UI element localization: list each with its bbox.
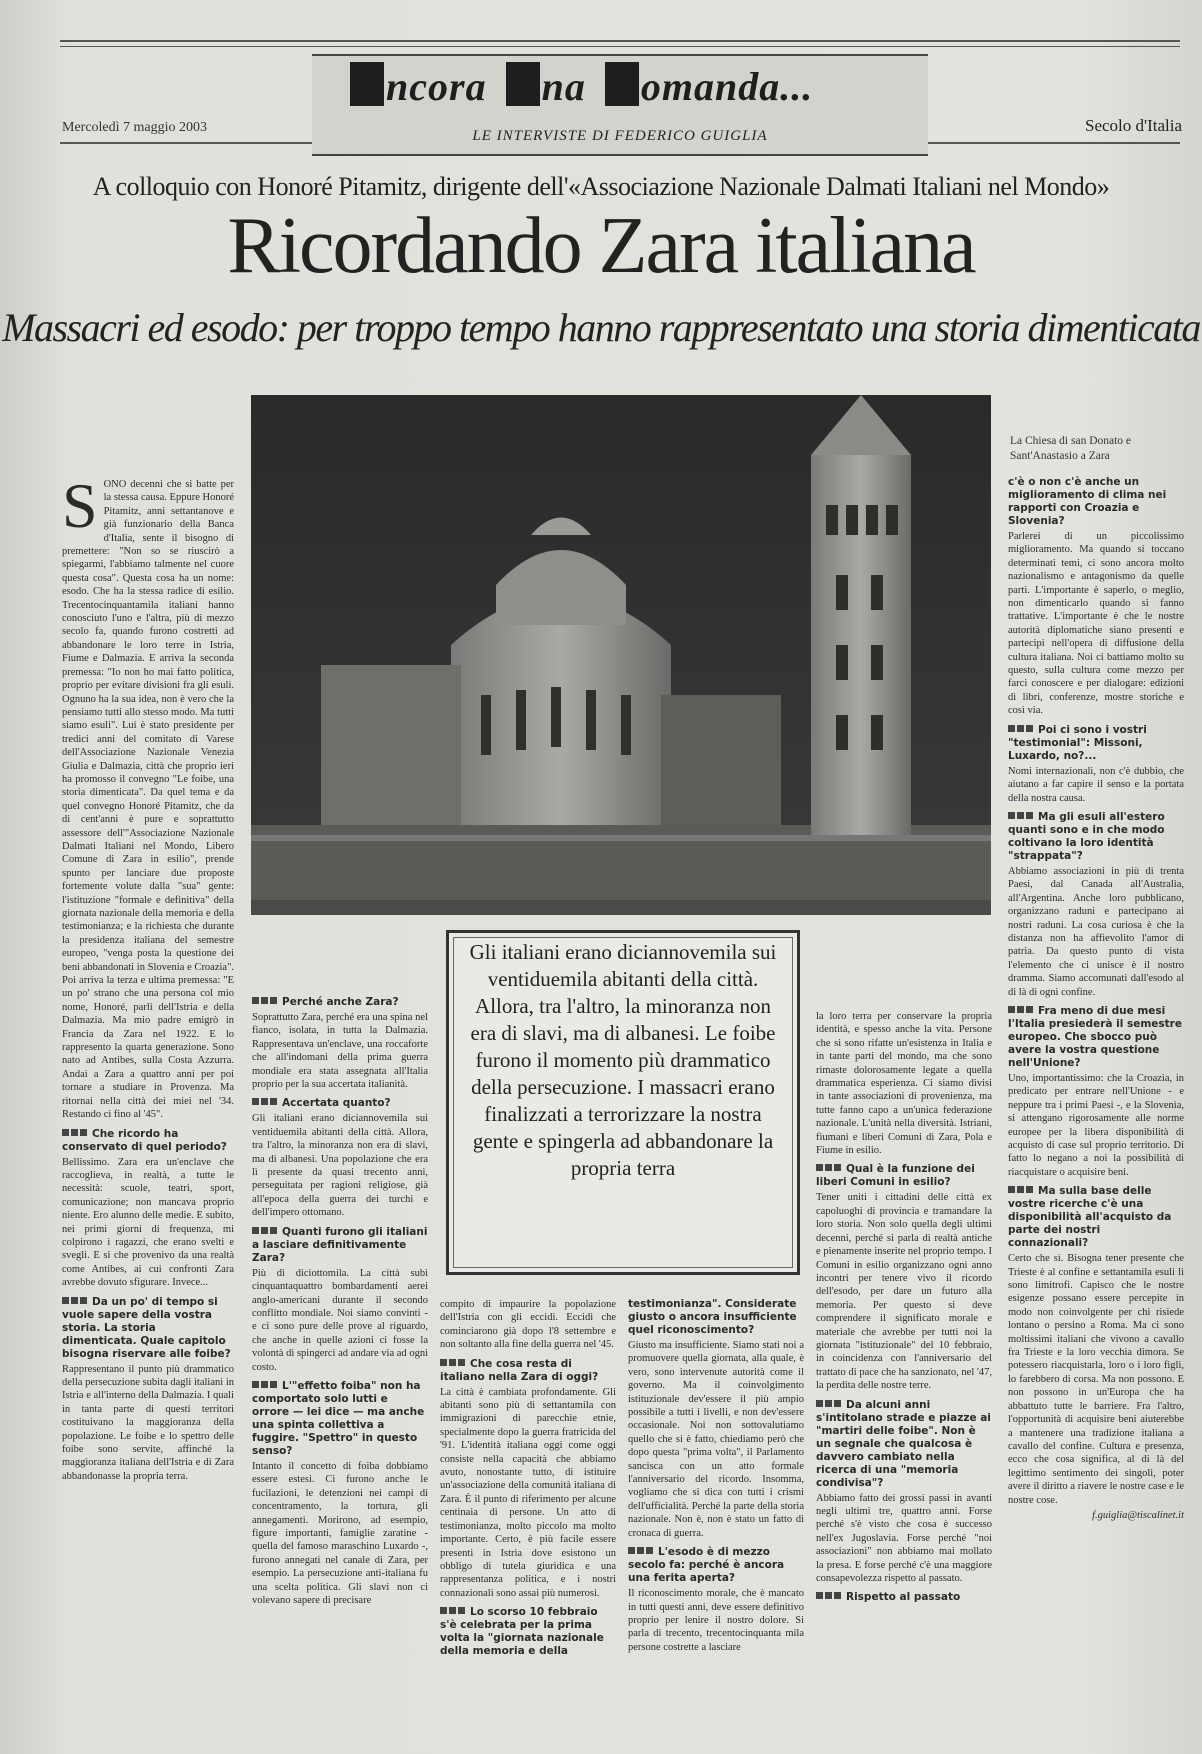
answer-2: Gli italiani erano diciannovemila sui ventiduemila abitanti della città. Allora, tra l'altro, la minoranza non era di slavi, ma di albanesi. Una popolazione che era lì presente da quasi trecento anni, perseguitata per ragioni religiose, già all'epoca della guerra dei turchi e dell'impero ottomano.	[252, 1113, 428, 1219]
question-2	[1008, 724, 1184, 763]
answer-continued: compito di impaurire la popolazione dell'Istria con gli eccidi. Eccidi che cominciarono già dopo l'8 settembre e non soltanto alla fine della guerra nel '45.	[440, 1299, 616, 1351]
question-5	[1008, 1185, 1184, 1250]
answer-1: Parlerei di un piccolissimo miglioramento. Ma quando si toccano determinati temi, ci sono ancora molto nazionalismo e antagonismo da quelle parti. L'importante è saperlo, o meglio, non dimenticarlo quando si fanno trattative. L'importante è che le nostre autorità diplomatiche siano presenti e partecipi nell'opera di diffusione della cultura italiana. Noi ci battiamo molto su questo, sulla cultura come mezzo per farci conoscere e per dialogare: edizioni di libri, conferenze, mostre storiche e così via.	[1008, 531, 1184, 717]
question-text: Che ricordo ha conservato di quel periodo?	[62, 1127, 227, 1153]
interviewer-byline: LE INTERVISTE DI FEDERICO GUIGLIA	[472, 128, 768, 144]
article-deck: Massacri ed esodo: per troppo tempo hanno rappresentato una storia dimenticata	[2, 305, 1200, 350]
answer-2: Nomi internazionali, non c'è dubbio, che aiutano a far capire il senso e la portata della nostra causa.	[1008, 765, 1184, 804]
answer-2: Rappresentano il punto più drammatico della persecuzione subita dagli italiani in Istria e all'interno della Dalmazia. I quali in tanta parte di questi territori costituivano la maggioranza della popolazione. Le foibe e lo spettro delle foibe sono servite, affinché la maggioranza italiana dell'Istria e di Zara abbandonasse la propria terra.	[62, 1363, 234, 1482]
answer-5: Certo che sì. Bisogna tener presente che Trieste è al confine e settantamila esuli lì sono limitrofi. Capisco che le nostre esigenze possano essere percepite in modo non coinvolgente per chi risiede lontano o persino a Roma. Ma ci sono moltissimi italiani che vivono a cavallo fra Trieste e la loro vecchia dimora. Se potessero riacquistarla, loro o i loro figli, lo farebbero di corsa. Ma non possono. E non possono in un'Europa che ha abbattuto tutte le barriere. Fra l'altro, l'opportunità di acquisire beni aiuterebbe a mantenere una tradizione italiana a cavallo del confine. Cultura e presenza, ecco che cosa significa, al di là del legittimo sentimento dei singoli, poter avere il diritto a riavere le nostre case e le nostre cose.	[1008, 1253, 1184, 1506]
question-marker-icon	[628, 1547, 654, 1554]
letter-a-block	[350, 62, 384, 106]
question-1	[440, 1358, 616, 1384]
question-marker-icon	[1008, 1006, 1034, 1013]
question-text: Accertata quanto?	[282, 1097, 391, 1110]
series-title	[350, 62, 813, 110]
question-text: L'esodo è di mezzo secolo fa: perché è ancora una ferita aperta?	[628, 1546, 785, 1585]
question-text: c'è o non c'è anche un miglioramento di clima nei rapporti con Croazia e Slovenia?	[1008, 476, 1167, 527]
question-text: L'"effetto foiba" non ha comportato solo lutti e orrore — lei dice — ma anche una spinta collettiva a fuggire. "Spettro" in questo senso?	[252, 1379, 425, 1457]
question-text: Da un po' di tempo si vuole sapere della vostra storia. La storia dimenticata. Quale capitolo bisogna riservare alle foibe?	[62, 1295, 231, 1360]
question-text: Fra meno di due mesi l'Italia presiederà il semestre europeo. Che sbocco può avere la vostra questione nell'Unione?	[1008, 1004, 1182, 1069]
question-marker-icon	[62, 1129, 88, 1136]
article-kicker: A colloquio con Honoré Pitamitz, dirigente dell'«Associazione Nazionale Dalmati Italiani nel Mondo»	[92, 172, 1110, 201]
answer-1: La città è cambiata profondamente. Gli abitanti sono più di settantamila con immigrazioni di parecchie etnie, specialmente dopo la guerra fratricida del '91. L'identità italiana oggi come oggi consiste nella capacità che abbiamo avuto, nonostante tutto, di istituire un'associazione della comunità italiana di Zara. È il punto di riferimento per alcune centinaia di persone. Un atto di testimonianza, molto piccolo ma molto importante. Certo, è più facile essere presenti in Istria dove esistono un obbligo di tutela giuridica e una rappresentanza politica, e i nostri connazionali sono assai più numerosi.	[440, 1386, 616, 1599]
author-email: f.guiglia@tiscalinet.it	[1092, 1509, 1184, 1521]
column-2	[252, 990, 428, 1754]
question-text: testimonianza". Considerate giusto o ancora insufficiente quel riconoscimento?	[628, 1298, 797, 1336]
question-3	[1008, 811, 1184, 863]
question-text: Lo scorso 10 febbraio s'è celebrata per la prima volta la "giornata nazionale della memoria e della	[440, 1606, 604, 1658]
question-2	[628, 1546, 804, 1585]
answer-1: Soprattutto Zara, perché era una spina nel fianco, isolata, in tutta la Dalmazia. Rappresentava un'enclave, una roccaforte che all'indomani della prima guerra mondiale era stata assegnata all'Italia proprio per la sua accertata italianità.	[252, 1012, 428, 1091]
letter-u-block	[506, 62, 540, 106]
question-3	[252, 1226, 428, 1265]
question-text: Perché anche Zara?	[282, 996, 399, 1008]
answer-4: Uno, importantissimo: che la Croazia, in predicato per entrare nell'Unione - e neppure tra i primi Paesi -, e la Slovenia, si attengano rigorosamente alle norme europee per la libera disponibilità di acquisto di case sul proprio territorio. Di fatto lo negano a noi la possibilità di riacquistare o acquisire beni.	[1008, 1072, 1184, 1178]
column-3	[440, 1298, 616, 1754]
newspaper-name: Secolo d'Italia	[1084, 116, 1182, 135]
top-rule-thin	[60, 46, 1180, 47]
answer-4: Intanto il concetto di foiba dobbiamo essere estesi. Ci furono anche le fucilazioni, le detenzioni nei campi di concentramento, la tortura, gli annegamenti. Morirono, ad esempio, figure importanti, famiglie zaratine - quella del famoso maraschino Luxardo -, furono annegati nel canale di Zara, per esempio. La persecuzione anti-italiana fu una scelta politica. Gli slavi non ci volevano sapere di precisare	[252, 1460, 428, 1606]
answer-3: Abbiamo associazioni in più di trenta Paesi, dal Canada all'Australia, all'Argentina. Anche loro pubblicano, organizzano raduni e partecipano ai nostri raduni. La cosa curiosa è che la distanza non ha affievolito l'amor di patria. Da questo punto di vista l'elemento che ci unisce è il nostro dramma. Siamo accomunati dall'esodo al di là di ogni confine.	[1008, 865, 1184, 998]
answer-2: Abbiamo fatto dei grossi passi in avanti negli ultimi tre, quattro anni. Forse perché s'è visto che cosa è successo nell'ex Jugoslavia. Forse perché "noi associazioni" non abbiamo mai mollato la presa. E forse perché c'è una maggiore consapevolezza rispetto al passato.	[816, 1492, 992, 1584]
column-1	[62, 478, 234, 1754]
answer-2: Il riconoscimento morale, che è mancato in tutti questi anni, deve essere definitivo proprio per lenire il nostro dolore. Si parla di trecento, trecentocinquanta mila persone costrette a lasciare	[628, 1588, 804, 1653]
question-2	[816, 1399, 992, 1490]
question-1	[252, 996, 428, 1009]
question-text: Che cosa resta di italiano nella Zara di oggi?	[440, 1357, 599, 1383]
pullquote-text: Gli italiani erano diciannovemila sui ventiduemila abitanti della città. Allora, tra l'altro, la minoranza non era di slavi, ma di albanesi. Le foibe furono il momento più drammatico della persecuzione. I massacri erano finalizzati a terrorizzare la nostra gente e spingerla ad abbandonare la propria terra	[469, 940, 777, 1180]
question-marker-icon	[252, 1227, 278, 1234]
question-marker-icon	[1008, 725, 1034, 732]
question-1	[816, 1163, 992, 1189]
series-masthead	[312, 54, 928, 156]
question-marker-icon	[252, 997, 278, 1004]
question-text: Poi ci sono i vostri "testimonial": Missoni, Luxardo, no?...	[1008, 723, 1147, 762]
church-photo	[251, 395, 991, 915]
answer-1: Tener uniti i cittadini delle città ex capoluoghi di provincia e tramandare la loro storia. Non solo quella degli ultimi decenni, perché si parla di realtà antiche e pienamente inserite nel proprio tempo. I Comuni in esilio organizzano ogni anno incontri per tenere vivo il ricordo dell'esodo, per dare un futuro alla memoria. Per questo si deve comprendere il significato morale e materiale che avrebbe per tutti noi la giornata "istituzionale" del 10 febbraio, in coincidenza con l'anniversario del trattato di pace che ha sanzionato, nel '47, la perdita delle nostre terre.	[816, 1192, 992, 1392]
drop-cap: S	[62, 478, 98, 541]
answer-continued: la loro terra per conservare la propria identità, e spesso anche la vita. Persone che si sono rifatte un'esistenza in Italia e in tante parti del mondo, ma che sono rimaste dolorosamente legate a quella drammatica esperienza. Ci siamo divisi in tante associazioni di provenienza, ma tutte fanno capo a un'unica federazione nazionale. L'unità nella diversità. Istriani, fiumani e liberi Comuni di Zara, Pola e Fiume in esilio.	[816, 1011, 992, 1157]
issue-date: Mercoledì 7 maggio 2003	[62, 120, 208, 135]
question-1	[62, 1128, 234, 1154]
question-4	[252, 1380, 428, 1458]
question-text: Qual è la funzione dei liberi Comuni in esilio?	[816, 1163, 975, 1189]
question-marker-icon	[252, 1098, 278, 1105]
question-continued	[1008, 476, 1184, 528]
question-marker-icon	[816, 1164, 842, 1171]
question-2	[62, 1296, 234, 1361]
question-3	[816, 1591, 992, 1604]
question-marker-icon	[816, 1592, 842, 1599]
question-marker-icon	[440, 1359, 466, 1366]
series-word-1: ncora	[386, 64, 487, 109]
question-4	[1008, 1005, 1184, 1070]
intro-paragraph	[62, 478, 234, 1122]
intro-text: ONO decenni che si batte per la stessa causa. Eppure Honoré Pitamitz, anni settantanove e già funzionario della Banca d'Italia, sente il bisogno di premettere: "Non so se riuscirò a spiegarmi, l'abbiamo talmente nel cuore questa cosa". Questa cosa ha un nome: esodo. Che ha la stessa radice di esilio. Trecentocinquantamila italiani hanno conosciuto l'uno e l'altra, più di mezzo secolo fa, quando furono costretti ad abbandonare le loro terre in Istria, Fiume e Dalmazia. E arriva la seconda premessa: "Io non ho mai fatto politica, proprio per evitare divisioni fra gli esuli. Ognuno ha la sua idea, non è vero che la pensiamo tutti allo stesso modo. Ma tutti siamo esuli". Lui è stato presidente per tredici anni del comitato di Varese dell'Associazione Nazionale Venezia Giulia e Dalmazia, città che proprio ieri ha promosso il convegno "Le foibe, una storia dimenticata". Da quel tema e da quel convegno Honoré Pitamitz, che da di cent'anni è pure e soprattutto assessore dell'"Associazione Nazionale Dalmati Italiani nel Mondo, Libero Comune di Zara in esilio", prende spunto per lanciare due proposte fortemente volute dalla "sua" gente: l'istituzione "formale e definitiva" della giornata nazionale della memoria e della testimonianza; e la richiesta che durante la presidenza italiana del semestre europeo, "venga posta la questione dei beni abbandonati in Slovenia e Croazia". Poi arriva la terza e ultima premessa: "E un po' strano che una persona col mio nome, Honoré, parli dell'Istria e della Dalmazia. Ma mio padre emigrò in Francia da Zara nel 1922. E lo rappresento la quarta generazione. Sono nato ad Antibes, sulla Costa Azzurra. Andai a Zara a quattro anni per poi tornare a studiare in Provenza. Ma ritornai nella città dei miei nel '34. Restando ci fino al '45".	[62, 479, 234, 1121]
question-continued	[628, 1298, 804, 1337]
question-marker-icon	[1008, 1186, 1034, 1193]
question-marker-icon	[816, 1400, 842, 1407]
answer-1: Giusto ma insufficiente. Siamo stati noi a promuovere quella giornata, alla quale, è vero, sono intervenute autorità come il governo. Ma il coinvolgimento istituzionale dev'essere il più ampio possibile a tutti i livelli, e non dev'essere occasionale. Noi non sottovalutiamo quello che si è fatto, chiediamo però che dopo questa "prima volta", il Parlamento sancisca con un atto formale l'anniversario del ricordo. Insomma, vogliamo che si dica con tutti i crismi dell'ufficialità. Perché la parte della storia nazionale. Non è, non è stato un fatto di cronaca di guerra.	[628, 1340, 804, 1539]
question-text: Da alcuni anni s'intitolano strade e piazze ai "martiri delle foibe". Non è un segnale che qualcosa è davvero cambiato nella ricerca di una "memoria condivisa"?	[816, 1398, 991, 1489]
column-4	[628, 1298, 804, 1754]
answer-3: Più di diciottomila. La città subì cinquantaquattro bombardamenti aerei anglo-americani durante il secondo conflitto mondiale. Noi siamo convinti - e ci sono pure delle prove al riguardo, che anche in quelle azioni ci fosse la volontà di spingerci ad andare via ad ogni costo.	[252, 1267, 428, 1373]
question-marker-icon	[62, 1297, 88, 1304]
pullquote-box	[446, 930, 800, 1275]
series-word-2: na	[541, 64, 586, 109]
question-marker-icon	[252, 1381, 278, 1388]
question-text: Ma sulla base delle vostre ricerche c'è una disponibilità all'acquisto da parte dei nostri connazionali?	[1008, 1185, 1172, 1250]
question-2	[440, 1606, 616, 1658]
column-6	[1008, 476, 1184, 1754]
article-headline: Ricordando Zara italiana	[227, 202, 975, 290]
question-text: Quanti furono gli italiani a lasciare definitivamente Zara?	[252, 1225, 428, 1264]
photo-caption: La Chiesa di san Donato e Sant'Anastasio a Zara	[1010, 435, 1132, 462]
question-marker-icon	[1008, 812, 1034, 819]
column-5	[816, 1010, 992, 1754]
church-photo-image	[251, 395, 991, 915]
question-2	[252, 1097, 428, 1110]
letter-d-block	[605, 62, 639, 106]
question-marker-icon	[440, 1607, 466, 1614]
top-rule	[60, 40, 1180, 42]
question-text: Rispetto al passato	[846, 1591, 961, 1604]
question-text: Ma gli esuli all'estero quanti sono e in che modo coltivano la loro identità "strappata"?	[1008, 810, 1165, 862]
answer-1: Bellissimo. Zara era un'enclave che raccoglieva, in realtà, a tutte le necessità: scuole, teatri, sport, comunicazione; non mancava proprio niente. Ero alunno delle medie. E subito, nei primi giorni di frequenza, mi colpirono i ragazzi, che erano svelti e svegli. E si che provenivo da una realtà come Antibes, ai cui confronti Zara avrebbe dovuto sfigurare. Invece...	[62, 1156, 234, 1289]
series-word-3: omanda...	[640, 64, 814, 109]
